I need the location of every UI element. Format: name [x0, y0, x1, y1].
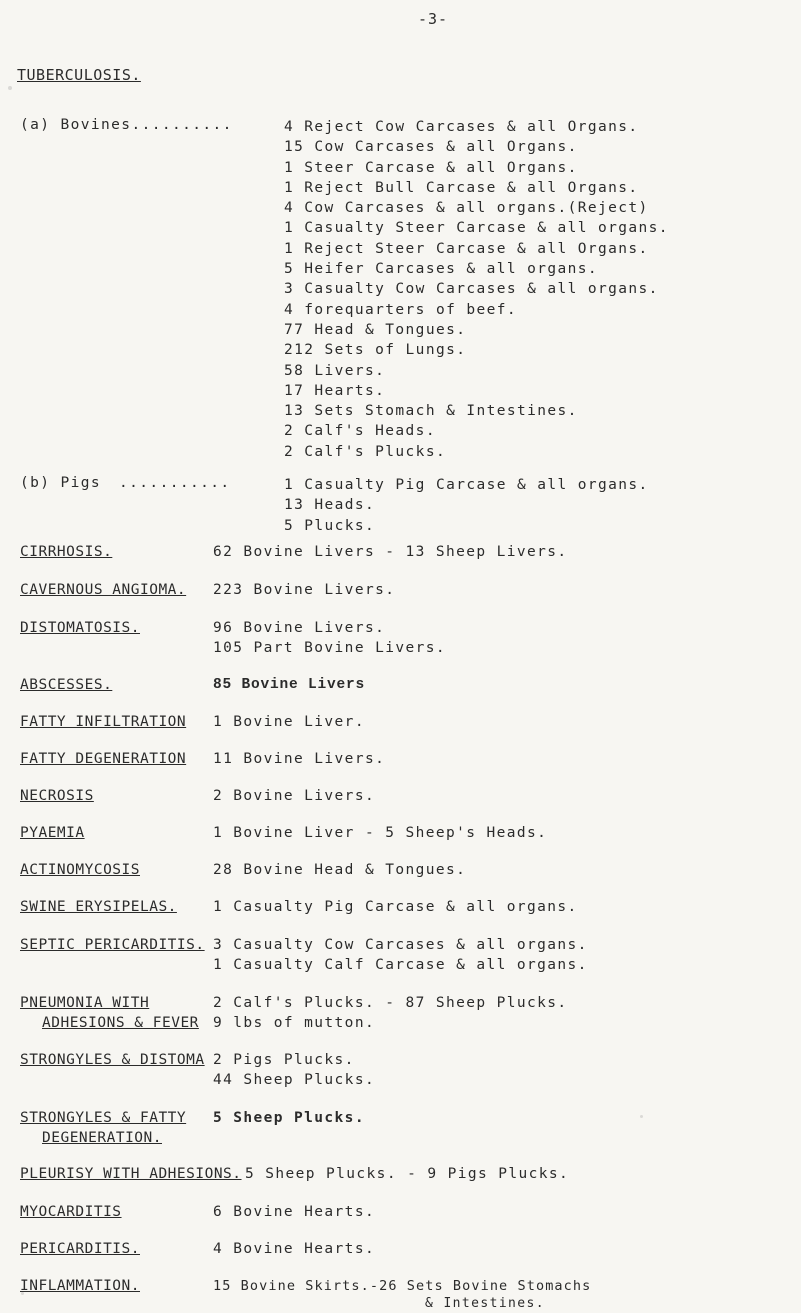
- condition-label: PLEURISY WITH ADHESIONS.: [20, 1166, 242, 1182]
- condition-entry: 9 lbs of mutton.: [213, 1015, 376, 1031]
- condition-entry: 15 Bovine Skirts.-26 Sets Bovine Stomachs: [213, 1278, 592, 1294]
- leader-dots: ..........: [131, 117, 233, 133]
- group-label-text: (b) Pigs: [20, 475, 102, 491]
- list-item: 13 Heads.: [284, 497, 376, 514]
- condition-entry: 1 Bovine Liver - 5 Sheep's Heads.: [213, 825, 548, 841]
- list-item: 5 Plucks.: [284, 517, 376, 534]
- group-label-bovines: [20, 117, 233, 133]
- condition-entry: 3 Casualty Cow Carcases & all organs.: [213, 937, 588, 953]
- list-item: 58 Livers.: [284, 362, 386, 379]
- list-item: 1 Reject Bull Carcase & all Organs.: [284, 179, 639, 196]
- condition-entry: 2 Calf's Plucks. - 87 Sheep Plucks.: [213, 995, 568, 1011]
- condition-label: ABSCESSES.: [20, 677, 113, 693]
- condition-entry: 4 Bovine Hearts.: [213, 1241, 376, 1257]
- condition-entry: 223 Bovine Livers.: [213, 582, 396, 598]
- list-item: 1 Reject Steer Carcase & all Organs.: [284, 240, 649, 257]
- condition-label: MYOCARDITIS: [20, 1204, 122, 1220]
- group-label-pigs: [20, 475, 230, 491]
- condition-label: PYAEMIA: [20, 825, 85, 841]
- condition-label: CAVERNOUS ANGIOMA.: [20, 582, 187, 598]
- condition-label-cont: DEGENERATION.: [42, 1130, 162, 1146]
- condition-entry: 2 Pigs Plucks.: [213, 1052, 355, 1068]
- list-item: 5 Heifer Carcases & all organs.: [284, 261, 599, 278]
- condition-label: FATTY INFILTRATION: [20, 714, 187, 730]
- page-title: TUBERCULOSIS.: [17, 66, 141, 84]
- list-item: 13 Sets Stomach & Intestines.: [284, 403, 578, 420]
- list-item: 4 forequarters of beef.: [284, 301, 517, 318]
- list-item: 4 Cow Carcases & all organs.(Reject): [284, 200, 649, 217]
- condition-label: DISTOMATOSIS.: [20, 620, 140, 636]
- condition-entry: 5 Sheep Plucks. - 9 Pigs Plucks.: [245, 1166, 570, 1182]
- condition-label: SEPTIC PERICARDITIS.: [20, 937, 205, 953]
- list-item: 1 Casualty Pig Carcase & all organs.: [284, 477, 649, 493]
- condition-label: PNEUMONIA WITH: [20, 995, 150, 1011]
- condition-entry: 6 Bovine Hearts.: [213, 1204, 376, 1220]
- condition-label: FATTY DEGENERATION: [20, 751, 187, 767]
- pigs-entries: [284, 475, 649, 536]
- page-number: -3-: [418, 10, 449, 28]
- leader-dots: ...........: [119, 475, 231, 491]
- group-label-text: (a) Bovines: [20, 117, 132, 133]
- condition-entry: 1 Casualty Calf Carcase & all organs.: [213, 957, 588, 973]
- list-item: 15 Cow Carcases & all Organs.: [284, 139, 578, 156]
- condition-label: NECROSIS: [20, 788, 94, 804]
- condition-entry: 28 Bovine Head & Tongues.: [213, 862, 467, 878]
- list-item: 1 Steer Carcase & all Organs.: [284, 159, 578, 176]
- condition-label: PERICARDITIS.: [20, 1241, 140, 1257]
- condition-label: INFLAMMATION.: [20, 1278, 140, 1294]
- condition-entry: 85 Bovine Livers: [213, 677, 366, 693]
- list-item: 212 Sets of Lungs.: [284, 342, 467, 359]
- scan-speck: [640, 1115, 643, 1118]
- list-item: 4 Reject Cow Carcases & all Organs.: [284, 119, 639, 135]
- condition-label: STRONGYLES & DISTOMA: [20, 1052, 205, 1068]
- condition-label: ACTINOMYCOSIS: [20, 862, 140, 878]
- condition-entry: 1 Casualty Pig Carcase & all organs.: [213, 899, 578, 915]
- bovines-entries: [284, 117, 669, 462]
- condition-entry: 5 Sheep Plucks.: [213, 1110, 365, 1126]
- condition-entry: 96 Bovine Livers.: [213, 620, 386, 636]
- condition-label: STRONGYLES & FATTY: [20, 1110, 187, 1126]
- list-item: 1 Casualty Steer Carcase & all organs.: [284, 220, 669, 237]
- condition-entry: 62 Bovine Livers - 13 Sheep Livers.: [213, 544, 568, 560]
- list-item: 2 Calf's Heads.: [284, 423, 436, 440]
- condition-label: SWINE ERYSIPELAS.: [20, 899, 177, 915]
- condition-label: CIRRHOSIS.: [20, 544, 113, 560]
- list-item: 77 Head & Tongues.: [284, 321, 467, 338]
- condition-entry: 1 Bovine Liver.: [213, 714, 365, 730]
- list-item: 2 Calf's Plucks.: [284, 443, 447, 460]
- scan-speck: [21, 1292, 24, 1295]
- list-item: 3 Casualty Cow Carcases & all organs.: [284, 281, 659, 298]
- list-item: 17 Hearts.: [284, 382, 386, 399]
- condition-entry: 105 Part Bovine Livers.: [213, 640, 446, 656]
- condition-entry: & Intestines.: [425, 1296, 545, 1311]
- condition-entry: 2 Bovine Livers.: [213, 788, 376, 804]
- scan-speck: [8, 86, 12, 90]
- condition-entry: 11 Bovine Livers.: [213, 751, 386, 767]
- condition-label-cont: ADHESIONS & FEVER: [42, 1015, 199, 1031]
- condition-entry: 44 Sheep Plucks.: [213, 1072, 376, 1088]
